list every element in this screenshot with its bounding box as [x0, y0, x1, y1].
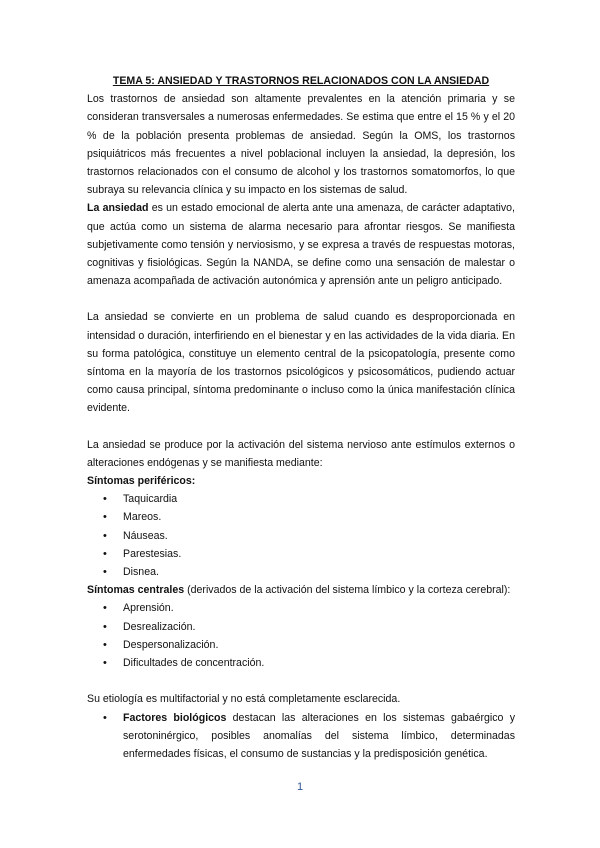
list-item: • Parestesias.: [87, 545, 515, 563]
central-heading-line: [87, 581, 515, 599]
spacer: [87, 672, 515, 690]
factors-list: [87, 709, 515, 764]
list-item: • Dificultades de concentración.: [87, 654, 515, 672]
etiology-paragraph: Su etiología es multifactorial y no está completamente esclarecida.: [87, 693, 401, 706]
problem-paragraph: La ansiedad se convierte en un problema de salud cuando es desproporcionada en intensidad o duración, interfiriendo en el bienestar y en las actividades de la vida diaria. En su forma patológica, constituye un elemento central de la psicopatología, presente como síntoma en la mayoría de los trastornos psicológicos y psicosomáticos, pudiendo actuar como causa principal, síntoma predominante o incluso como la única manifestación clínica evidente.: [87, 311, 515, 415]
spacer: [87, 418, 515, 436]
page-title: TEMA 5: ANSIEDAD Y TRASTORNOS RELACIONADOS CON LA ANSIEDAD: [112, 75, 490, 87]
list-item: • Taquicardia: [87, 490, 515, 508]
factor-term: Factores biológicos: [123, 711, 227, 724]
central-heading: Síntomas centrales: [87, 584, 185, 597]
definition-text: es un estado emocional de alerta ante una amenaza, de carácter adaptativo, que actúa como un sistema de alarma necesario para afrontar riesgos. Se manifiesta subjetivamente como tensión y nerviosismo, y se expresa a través de respuestas motoras, cognitivas y fisiológicas. Según la NANDA, se define como una sensación de malestar o amenaza acompañada de activación autonómica y aprensión ante un peligro anticipado.: [87, 202, 515, 288]
page-number: 1: [296, 781, 304, 793]
peripheral-list: [87, 490, 515, 581]
intro-paragraph: Los trastornos de ansiedad son altamente prevalentes en la atención primaria y se consideran transversales a numerosas enfermedades. Se estima que entre el 15 % y el 20 % de la población presenta problemas de ansiedad. Según la OMS, los trastornos psiquiátricos más frecuentes a nivel poblacional incluyen la ansiedad, la depresión, los trastornos relacionados con el consumo de alcohol y los trastornos somatomorfos, lo que subraya su relevancia clínica y su impacto en los sistemas de salud.: [87, 93, 515, 197]
list-item: • Disnea.: [87, 563, 515, 581]
spacer: [87, 290, 515, 308]
definition-term: La ansiedad: [87, 202, 149, 215]
factor-text: destacan las alteraciones en los sistemas gabaérgico y serotoninérgico, posibles anomalías del sistema límbico, determinadas enfermedades físicas, el consumo de sustancias y la predisposición genética.: [123, 711, 516, 760]
list-item: • Mareos.: [87, 508, 515, 526]
list-item: • Náuseas.: [87, 527, 515, 545]
central-note: (derivados de la activación del sistema límbico y la corteza cerebral):: [184, 584, 511, 597]
list-item: • Desrealización.: [87, 618, 515, 636]
central-list: [87, 599, 515, 672]
list-item: • Despersonalización.: [87, 636, 515, 654]
document-page: [87, 72, 515, 763]
activation-paragraph: La ansiedad se produce por la activación del sistema nervioso ante estímulos externos o alteraciones endógenas y se manifiesta mediante:: [87, 438, 515, 469]
peripheral-heading: Síntomas periféricos:: [87, 475, 196, 488]
definition-paragraph: [87, 199, 515, 290]
list-item: [87, 709, 515, 764]
list-item: • Aprensión.: [87, 599, 515, 617]
